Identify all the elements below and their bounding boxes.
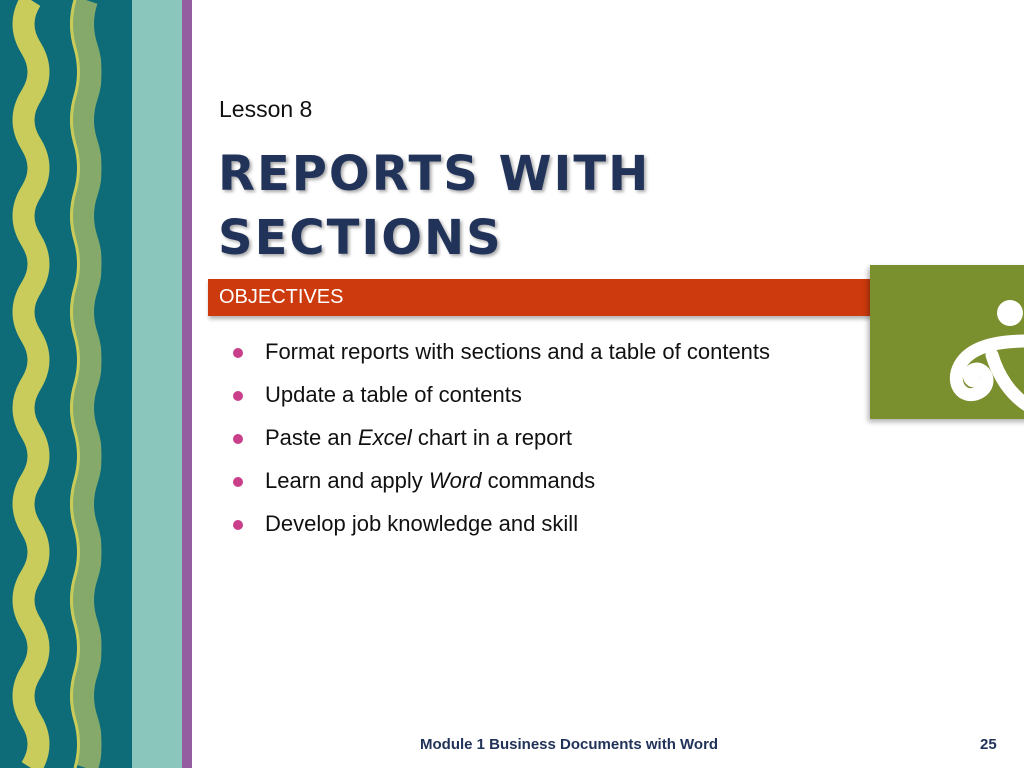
bullet-text: Update a table of contents <box>265 382 522 407</box>
list-item <box>230 507 830 540</box>
list-item <box>230 421 830 454</box>
lesson-label: Lesson 8 <box>219 96 313 122</box>
title-line-2: SECTIONS <box>218 210 503 266</box>
objectives-list <box>230 335 830 550</box>
bullet-italic-text: Excel <box>357 425 412 450</box>
list-item <box>230 464 830 497</box>
bullet-dot-icon <box>233 348 243 358</box>
list-item <box>230 335 830 368</box>
bullet-italic-text: Word <box>428 468 482 493</box>
title-line-1: REPORTS WITH <box>218 146 651 202</box>
objectives-heading: OBJECTIVES <box>219 286 344 308</box>
bullet-text: Format reports with sections and a table of contents <box>265 339 771 364</box>
slide-title <box>218 142 858 270</box>
bullet-dot-icon <box>233 391 243 401</box>
bullet-dot-icon <box>233 477 243 487</box>
list-item <box>230 378 830 411</box>
objectives-bar <box>208 279 870 316</box>
footer-text: Module 1 Business Documents with Word <box>420 736 719 753</box>
bullet-text: commands <box>481 468 596 493</box>
page-number: 25 <box>980 736 997 753</box>
bullet-text: Paste an <box>265 425 358 450</box>
wave-stripes-decoration <box>0 0 192 768</box>
bullet-text: Develop job knowledge and skill <box>265 511 579 536</box>
accent-box <box>870 265 1024 419</box>
bullet-text: Learn and apply <box>265 468 429 493</box>
bullet-dot-icon <box>233 520 243 530</box>
bullet-dot-icon <box>233 434 243 444</box>
bullet-text: chart in a report <box>411 425 572 450</box>
swirl-icon <box>870 265 1024 419</box>
